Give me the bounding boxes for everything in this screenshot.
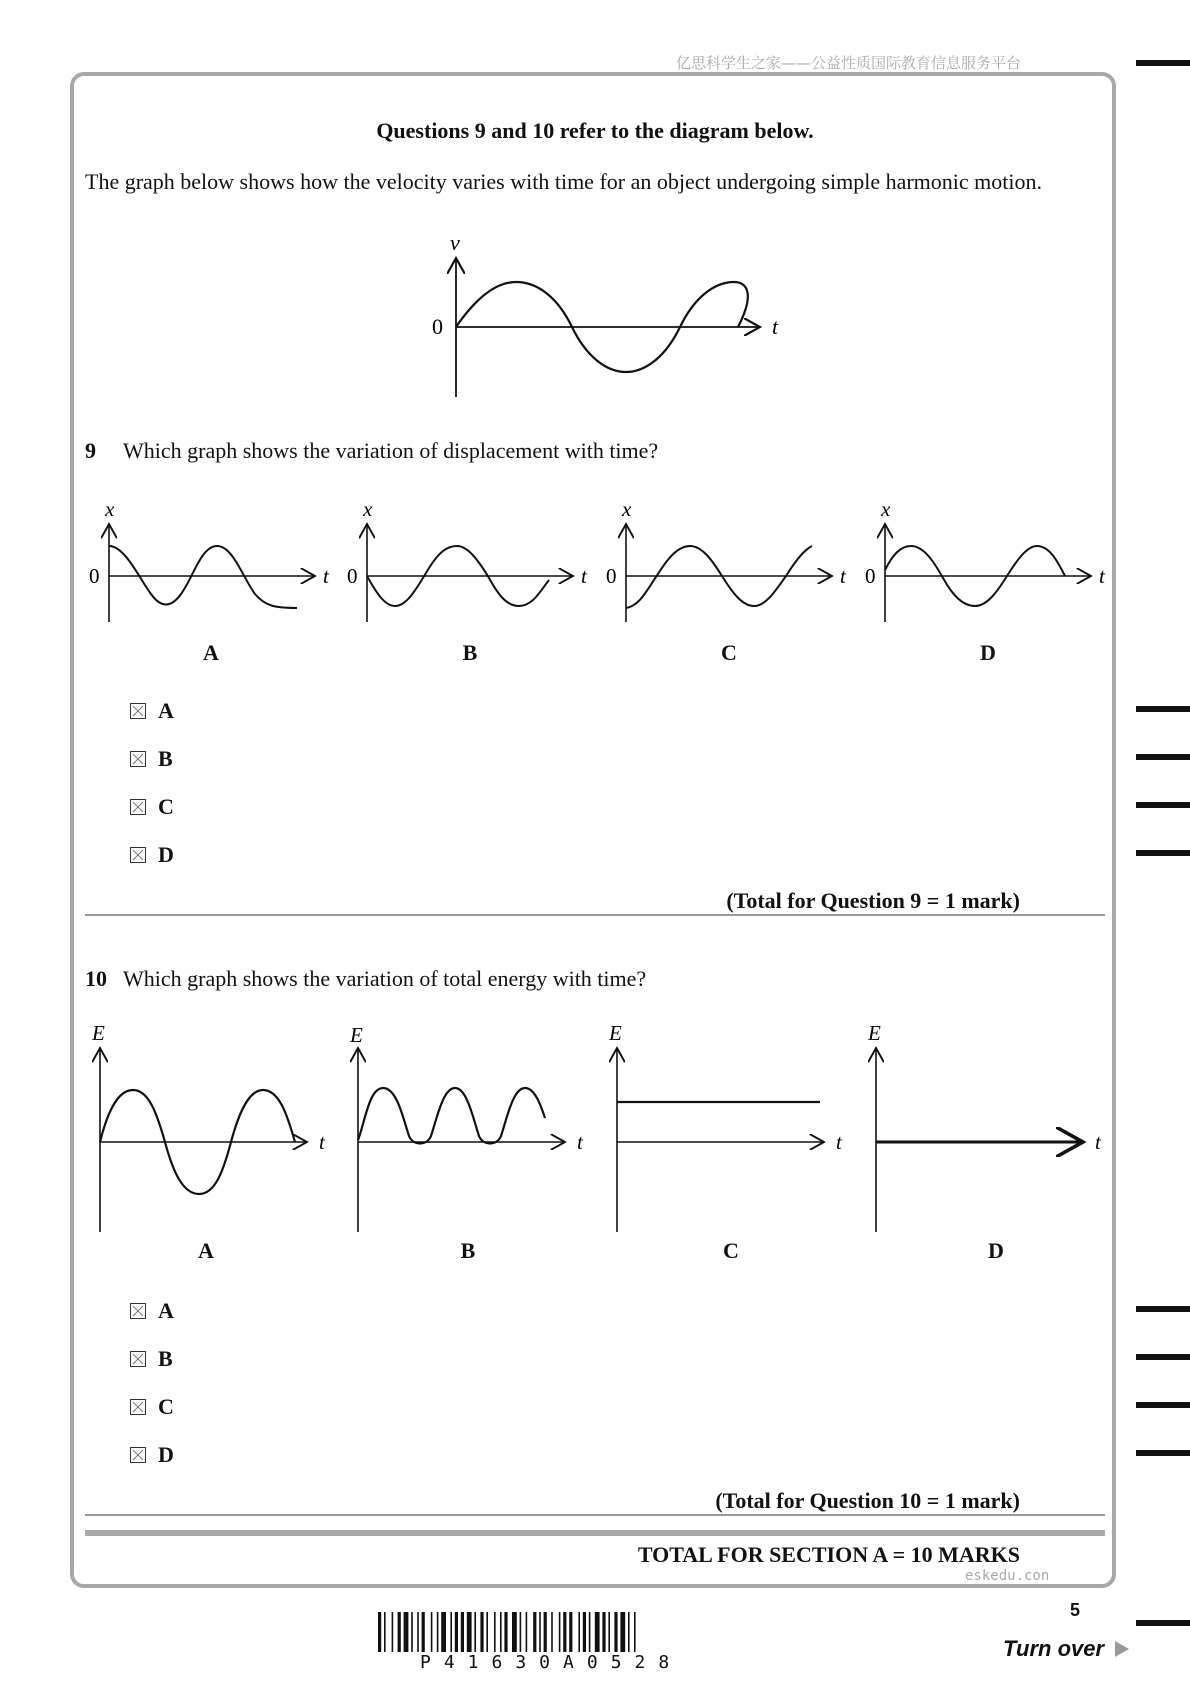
barcode-bar xyxy=(504,1612,507,1652)
page-number: 5 xyxy=(1070,1600,1081,1620)
q9-text: Which graph shows the variation of displacement with time? xyxy=(123,438,659,463)
q10-graph-label-b: B xyxy=(460,1238,476,1263)
q10-option-a[interactable] xyxy=(130,1298,174,1324)
q10-graph-label-d: D xyxy=(988,1238,1004,1263)
q9-question xyxy=(85,438,658,464)
q9-option-d-label: D xyxy=(158,842,174,867)
t-axis-label: t xyxy=(772,314,779,339)
barcode-bar xyxy=(461,1612,464,1652)
barcode-bar xyxy=(614,1612,617,1652)
svg-text:t: t xyxy=(577,1130,583,1154)
barcode-bar xyxy=(602,1612,605,1652)
barcode-bar xyxy=(620,1612,625,1652)
barcode-bar xyxy=(467,1612,472,1652)
barcode-bar xyxy=(441,1612,446,1652)
q10-graph-d xyxy=(867,1022,1102,1232)
q9-option-a-label: A xyxy=(158,698,174,723)
q9-graph-d xyxy=(865,498,1106,622)
q9-graphs xyxy=(85,498,1125,628)
barcode-bar xyxy=(398,1612,401,1652)
q9-option-b[interactable] xyxy=(130,746,173,772)
checkbox-icon[interactable] xyxy=(130,1447,146,1463)
q10-option-b-label: B xyxy=(158,1346,173,1371)
q10-option-d[interactable] xyxy=(130,1442,174,1468)
turn-over-label: Turn over xyxy=(1003,1636,1105,1661)
q9-total: (Total for Question 9 = 1 mark) xyxy=(726,888,1020,913)
q10-option-c-label: C xyxy=(158,1394,174,1419)
svg-text:0: 0 xyxy=(347,564,358,588)
q10-graph-b xyxy=(349,1023,584,1232)
velocity-time-graph xyxy=(420,232,780,407)
barcode-bar xyxy=(533,1612,536,1652)
barcode-bar xyxy=(474,1612,476,1652)
barcode-bar xyxy=(480,1612,483,1652)
section-total: TOTAL FOR SECTION A = 10 MARKS xyxy=(637,1542,1020,1567)
svg-text:t: t xyxy=(1099,564,1105,588)
barcode-bar xyxy=(539,1612,541,1652)
barcode-bar xyxy=(578,1612,580,1652)
margin-bar xyxy=(1136,1402,1190,1408)
margin-bar xyxy=(1136,1620,1190,1626)
q9-graph-label-b: B xyxy=(462,640,478,665)
barcode-bar xyxy=(437,1612,439,1652)
checkbox-icon[interactable] xyxy=(130,1399,146,1415)
barcode-bar xyxy=(378,1612,381,1652)
q9-graph-a xyxy=(89,498,330,622)
svg-text:E: E xyxy=(350,1023,363,1047)
barcode-bar xyxy=(608,1612,610,1652)
barcode-bar xyxy=(526,1612,528,1652)
checkbox-icon[interactable] xyxy=(130,751,146,767)
barcode-bar xyxy=(384,1612,386,1652)
checkbox-icon[interactable] xyxy=(130,799,146,815)
svg-text:x: x xyxy=(105,498,115,521)
barcode-icon xyxy=(378,1612,810,1652)
watermark-top: 亿思科学生之家——公益性质国际教育信息服务平台 xyxy=(676,54,1022,72)
q10-divider xyxy=(85,1514,1105,1516)
origin-label: 0 xyxy=(432,314,443,339)
barcode-bar xyxy=(583,1612,586,1652)
q9-graph-label-d: D xyxy=(980,640,996,665)
margin-bar xyxy=(1136,1306,1190,1312)
svg-text:E: E xyxy=(92,1022,105,1045)
margin-bar xyxy=(1136,802,1190,808)
svg-text:t: t xyxy=(1095,1130,1101,1154)
barcode-bar xyxy=(512,1612,517,1652)
svg-text:x: x xyxy=(363,498,373,521)
barcode-bar xyxy=(500,1612,502,1652)
q10-option-a-label: A xyxy=(158,1298,174,1323)
q10-question xyxy=(85,966,646,992)
barcode-bar xyxy=(411,1612,413,1652)
barcode-bar xyxy=(551,1612,553,1652)
q10-graph-label-c: C xyxy=(723,1238,739,1263)
margin-bar xyxy=(1136,60,1190,66)
svg-text:t: t xyxy=(319,1130,325,1154)
v-axis-label: v xyxy=(450,232,460,255)
turn-over[interactable] xyxy=(1003,1636,1130,1662)
barcode-text: P41630A0528 xyxy=(420,1652,683,1673)
checkbox-icon[interactable] xyxy=(130,847,146,863)
q10-option-d-label: D xyxy=(158,1442,174,1467)
svg-text:t: t xyxy=(323,564,329,588)
q10-total: (Total for Question 10 = 1 mark) xyxy=(715,1488,1020,1513)
margin-bar xyxy=(1136,1450,1190,1456)
q10-graphs xyxy=(85,1022,1125,1238)
q10-option-c[interactable] xyxy=(130,1394,174,1420)
play-arrow-icon xyxy=(1114,1640,1130,1658)
q9-number: 9 xyxy=(85,438,96,463)
barcode-bar xyxy=(559,1612,561,1652)
barcode-bar xyxy=(392,1612,394,1652)
barcode-bar xyxy=(544,1612,547,1652)
barcode-bar xyxy=(431,1612,433,1652)
svg-text:0: 0 xyxy=(606,564,617,588)
q9-option-c-label: C xyxy=(158,794,174,819)
svg-text:t: t xyxy=(836,1130,842,1154)
barcode-bar xyxy=(634,1612,636,1652)
checkbox-icon[interactable] xyxy=(130,1351,146,1367)
checkbox-icon[interactable] xyxy=(130,1303,146,1319)
barcode-bar xyxy=(569,1612,572,1652)
q9-option-c[interactable] xyxy=(130,794,174,820)
svg-text:t: t xyxy=(840,564,846,588)
barcode-bar xyxy=(628,1612,630,1652)
q10-text: Which graph shows the variation of total energy with time? xyxy=(123,966,647,991)
q9-graph-c xyxy=(606,498,847,622)
margin-bar xyxy=(1136,706,1190,712)
section-divider xyxy=(85,1530,1105,1536)
svg-text:0: 0 xyxy=(89,564,100,588)
heading: Questions 9 and 10 refer to the diagram below. xyxy=(376,118,814,143)
intro-text: The graph below shows how the velocity varies with time for an object undergoing simple harmonic motion. xyxy=(85,169,1042,194)
barcode-bar xyxy=(520,1612,522,1652)
q10-graph-label-a: A xyxy=(198,1238,214,1263)
barcode-bar xyxy=(417,1612,419,1652)
barcode-bar xyxy=(455,1612,458,1652)
q10-graph-a xyxy=(91,1022,326,1232)
q9-graph-label-c: C xyxy=(721,640,737,665)
svg-text:0: 0 xyxy=(865,564,876,588)
q10-graph-c xyxy=(608,1022,843,1232)
q9-option-b-label: B xyxy=(158,746,173,771)
q9-graph-b xyxy=(347,498,588,622)
q10-number: 10 xyxy=(85,966,107,991)
svg-text:E: E xyxy=(609,1022,622,1045)
margin-bar xyxy=(1136,754,1190,760)
margin-bar xyxy=(1136,1354,1190,1360)
q10-option-b[interactable] xyxy=(130,1346,173,1372)
q9-option-d[interactable] xyxy=(130,842,174,868)
q9-divider xyxy=(85,914,1105,916)
watermark-bottom: eskedu.con xyxy=(965,1568,1050,1584)
barcode-bar xyxy=(595,1612,600,1652)
svg-text:t: t xyxy=(581,564,587,588)
svg-text:x: x xyxy=(881,498,891,521)
checkbox-icon[interactable] xyxy=(130,703,146,719)
barcode-bar xyxy=(450,1612,452,1652)
barcode-bar xyxy=(589,1612,591,1652)
barcode-bar xyxy=(404,1612,409,1652)
q9-option-a[interactable] xyxy=(130,698,174,724)
q9-graph-label-a: A xyxy=(203,640,219,665)
barcode-bar xyxy=(494,1612,496,1652)
svg-text:x: x xyxy=(622,498,632,521)
barcode-bar xyxy=(422,1612,425,1652)
svg-text:E: E xyxy=(868,1022,881,1045)
barcode-bar xyxy=(486,1612,488,1652)
barcode-bar xyxy=(563,1612,566,1652)
margin-bar xyxy=(1136,850,1190,856)
